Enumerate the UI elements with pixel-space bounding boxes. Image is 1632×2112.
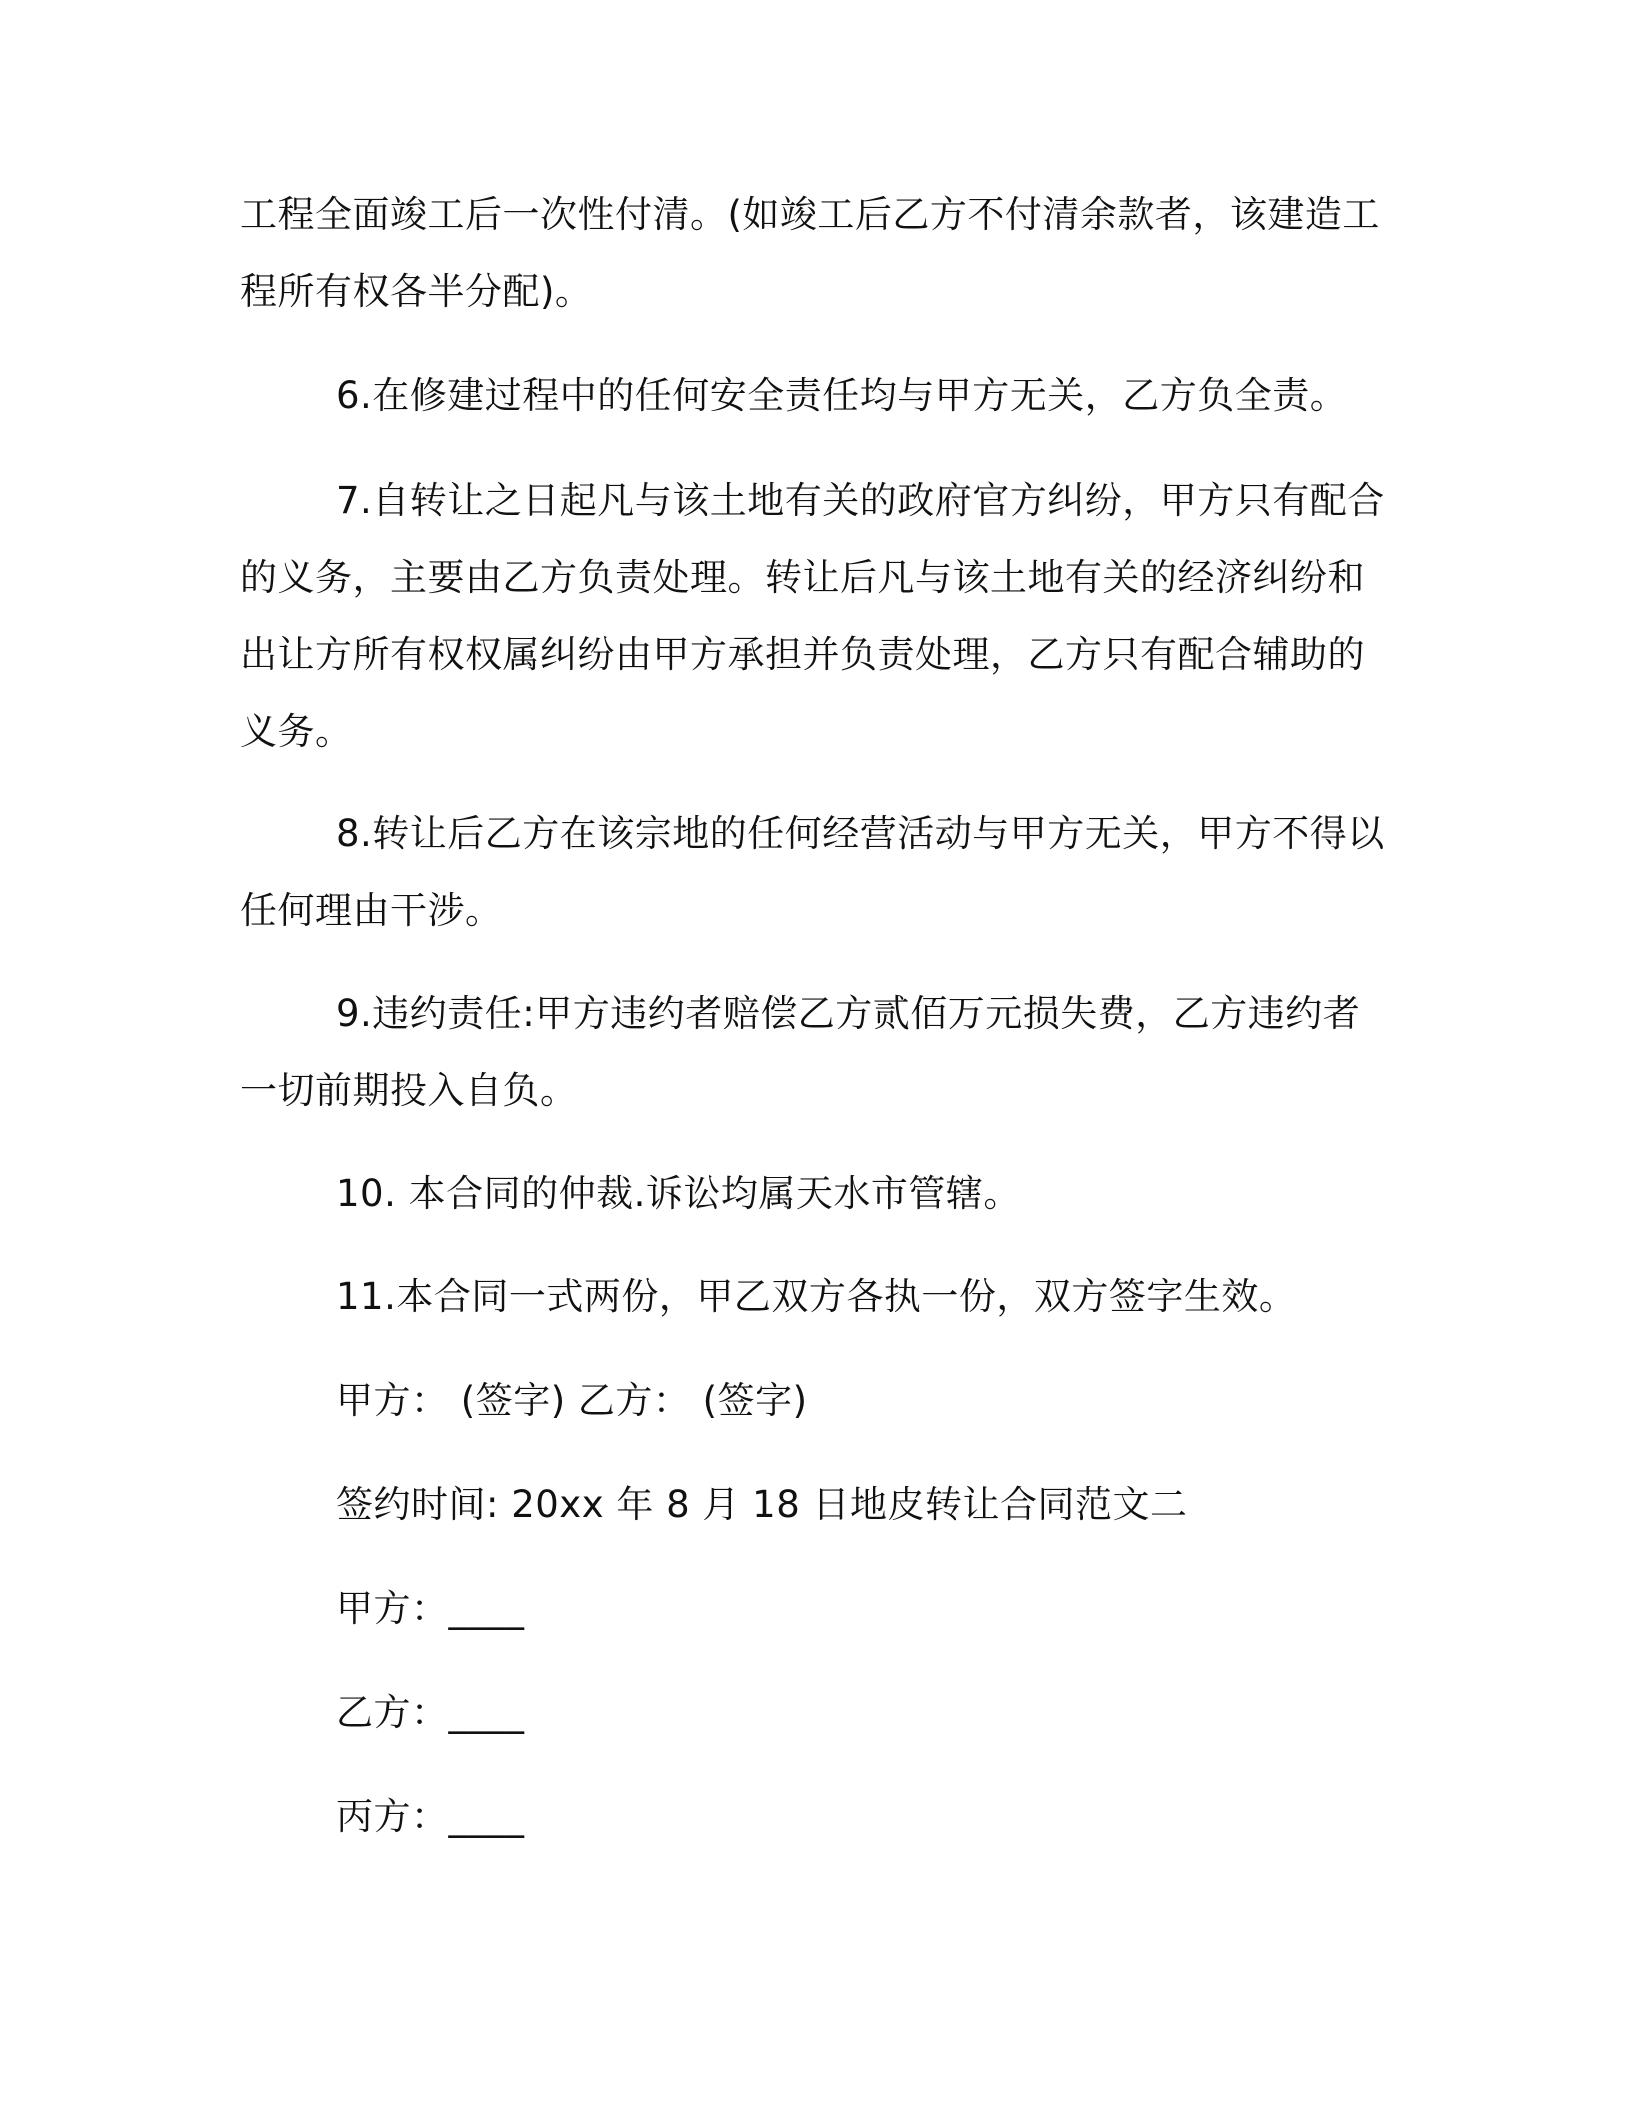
clause-10: 10. 本合同的仲裁.诉讼均属天水市管辖。 [336,1172,1021,1215]
text-line: 程所有权各半分配)。 [240,270,593,313]
party-b-field: 乙方：____ [336,1691,525,1734]
text-line: 8.转让后乙方在该宗地的任何经营活动与甲方无关，甲方不得以 [336,812,1385,855]
clause-8 [240,795,1385,949]
paragraph-5-continuation [240,176,1380,330]
clause-9 [240,975,1380,1129]
text-line: 9.违约责任:甲方违约者赔偿乙方贰佰万元损失费，乙方违约者 [336,992,1361,1035]
text-line: 工程全面竣工后一次性付清。(如竣工后乙方不付清余款者，该建造工 [240,193,1380,236]
text-line: 一切前期投入自负。 [240,1069,578,1112]
text-line: 出让方所有权权属纠纷由甲方承担并负责处理，乙方只有配合辅助的 [240,633,1365,676]
party-a-field: 甲方：____ [336,1587,525,1630]
text-line: 任何理由干涉。 [240,889,503,932]
text-line: 义务。 [240,710,353,753]
text-line: 7.自转让之日起凡与该土地有关的政府官方纠纷，甲方只有配合 [336,479,1385,522]
clause-7 [240,462,1385,770]
party-c-field: 丙方：____ [336,1795,525,1838]
clause-11: 11.本合同一式两份，甲乙双方各执一份，双方签字生效。 [336,1275,1297,1318]
text-line: 的义务，主要由乙方负责处理。转让后凡与该土地有关的经济纠纷和 [240,556,1365,599]
signing-date: 签约时间: 20xx 年 8 月 18 日地皮转让合同范文二 [336,1483,1188,1526]
clause-6: 6.在修建过程中的任何安全责任均与甲方无关，乙方负全责。 [336,374,1348,417]
signature-line: 甲方： (签字) 乙方： (签字) [336,1379,808,1422]
